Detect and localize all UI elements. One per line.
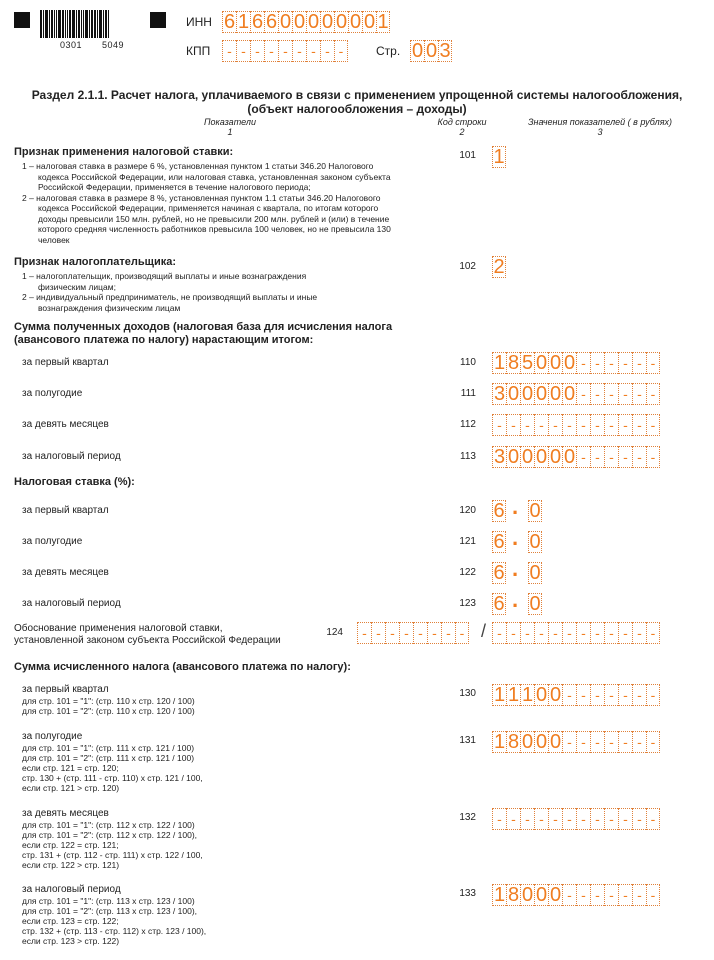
tax-amount-digit-cell: 0	[521, 731, 534, 753]
line-code-121: 121	[459, 536, 476, 547]
tax-rate-fraction-field[interactable]	[528, 500, 542, 522]
corner-marker-left	[14, 12, 30, 28]
income-row-label: за девять месяцев	[22, 419, 109, 430]
income-digit-cell: 0	[563, 383, 576, 405]
line-code-130: 130	[459, 688, 476, 699]
column-header-code	[432, 117, 492, 137]
kpp-digit-cell: -	[250, 40, 264, 62]
tax-amount-digit-cell: -	[576, 684, 590, 706]
tax-rate-integer-field[interactable]	[492, 531, 506, 553]
tax-amount-digit-cell: -	[618, 808, 632, 830]
tax-amount-digit-cell: -	[590, 808, 604, 830]
tax-amount-digit-cell: -	[632, 731, 646, 753]
income-digit-cell: -	[632, 414, 646, 436]
tax-amount-digit-cell: -	[632, 884, 646, 906]
inn-digit-cell: 0	[293, 11, 306, 33]
tax-amount-digit-cell: -	[506, 808, 520, 830]
inn-digit-cell: 0	[349, 11, 362, 33]
tax-amount-digit-cell: -	[562, 731, 576, 753]
rate-justification-line2: установленной законом субъекта Российской Федерации	[14, 635, 281, 646]
tax-row-formula-line: если стр. 121 = стр. 120;	[22, 763, 119, 773]
income-digit-cell: -	[590, 352, 604, 374]
tax-row-formula-line: если стр. 123 > стр. 122)	[22, 936, 120, 946]
tax-amount-field-132[interactable]	[492, 808, 660, 830]
line-code-120: 120	[459, 505, 476, 516]
justification-right-digit-cell: -	[548, 622, 562, 644]
tax-amount-digit-cell: -	[590, 731, 604, 753]
income-digit-cell: -	[632, 383, 646, 405]
tax-row-formula-line: если стр. 121 > стр. 120)	[22, 783, 120, 793]
tax-amount-digit-cell: -	[576, 884, 590, 906]
tax-rate-row-label: за девять месяцев	[22, 567, 109, 578]
income-digit-cell: 0	[535, 383, 548, 405]
income-digit-cell: -	[604, 383, 618, 405]
justification-right-digit-cell: -	[562, 622, 576, 644]
tax-amount-digit-cell: -	[604, 731, 618, 753]
page-digit-cell: 3	[439, 40, 451, 62]
decimal-point: .	[512, 587, 519, 612]
income-digit-cell: 0	[563, 446, 576, 468]
income-digit-cell: -	[632, 352, 646, 374]
tax-row-formula-line: для стр. 101 = "2": (стр. 110 х стр. 120 / 100)	[22, 706, 195, 716]
rate-sign-option-2-line5: человек	[38, 234, 70, 245]
tax-amount-digit-cell: -	[632, 684, 646, 706]
justification-left-digit-cell: -	[427, 622, 441, 644]
tax-row-label: за полугодие	[22, 731, 83, 742]
tax-amount-digit-cell: 1	[493, 884, 506, 906]
barcode-number-left: 0301	[60, 40, 83, 50]
tax-amount-digit-cell: -	[590, 684, 604, 706]
column-header-values-label: Значения показателей ( в рублях)	[527, 117, 673, 127]
justification-left-digit-cell: -	[385, 622, 399, 644]
rate-sign-option-2-line4: которого средняя численность работников превысила 100 человек, но не превысила 130	[38, 224, 391, 234]
justification-right-digit-cell: -	[604, 622, 618, 644]
justification-right-digit-cell: -	[632, 622, 646, 644]
rate-sign-options	[22, 161, 442, 245]
income-digit-cell: -	[646, 414, 660, 436]
tax-rate-integer-field[interactable]	[492, 593, 506, 615]
tax-rate-row-label: за полугодие	[22, 536, 83, 547]
income-digit-cell: -	[562, 414, 576, 436]
income-digit-cell: -	[492, 414, 506, 436]
tax-row-formula-line: для стр. 101 = "1": (стр. 113 х стр. 123 / 100)	[22, 896, 195, 906]
justification-right-digit-cell: -	[646, 622, 660, 644]
tax-amount-title: Сумма исчисленного налога (авансового платежа по налогу):	[14, 661, 351, 673]
decimal-point: .	[512, 556, 519, 581]
income-digit-cell: 3	[493, 446, 506, 468]
tax-amount-digit-cell: -	[520, 808, 534, 830]
income-digit-cell: 0	[549, 446, 562, 468]
tax-amount-digit-cell: 0	[549, 731, 562, 753]
tax-row-label: за девять месяцев	[22, 808, 109, 819]
income-digit-cell: -	[604, 446, 618, 468]
justification-left-digit-cell: -	[371, 622, 385, 644]
tax-rate-integer-digit: 6	[493, 593, 505, 615]
tax-amount-digit-cell: -	[632, 808, 646, 830]
kpp-digit-cell: -	[306, 40, 320, 62]
payer-sign-title: Признак налогоплательщика:	[14, 256, 176, 268]
line-code-131: 131	[459, 735, 476, 746]
tax-amount-digit-cell: 0	[549, 684, 562, 706]
income-digit-cell: -	[506, 414, 520, 436]
corner-marker-right	[150, 12, 166, 28]
income-digit-cell: -	[576, 414, 590, 436]
column-header-indicators-number: 1	[227, 127, 233, 137]
tax-row-description	[22, 731, 422, 793]
income-row-label: за полугодие	[22, 388, 83, 399]
income-field-112[interactable]	[492, 414, 660, 436]
income-digit-cell: -	[618, 383, 632, 405]
barcode	[40, 10, 110, 38]
inn-digit-cell: 0	[279, 11, 292, 33]
justification-right-digit-cell: -	[520, 622, 534, 644]
justification-right-digit-cell: -	[534, 622, 548, 644]
income-digit-cell: -	[520, 414, 534, 436]
tax-amount-digit-cell: 0	[535, 731, 548, 753]
rate-justification-field-left[interactable]	[357, 622, 469, 644]
income-digit-cell: 0	[507, 446, 520, 468]
tax-row-formula-line: если стр. 122 = стр. 121;	[22, 840, 119, 850]
decimal-point: .	[512, 494, 519, 519]
justification-right-digit-cell: -	[576, 622, 590, 644]
tax-amount-digit-cell: -	[548, 808, 562, 830]
inn-digit-cell: 6	[223, 11, 236, 33]
rate-justification-line1: Обоснование применения налоговой ставки,	[14, 623, 223, 634]
income-digit-cell: -	[590, 414, 604, 436]
inn-digit-cell: 0	[307, 11, 320, 33]
income-digit-cell: -	[534, 414, 548, 436]
income-digit-cell: -	[646, 352, 660, 374]
section-title-line1: Раздел 2.1.1. Расчет налога, уплачиваемого в связи с применением упрощенной системы налогообложения,	[31, 88, 683, 102]
tax-amount-digit-cell: 1	[493, 731, 506, 753]
justification-left-digit-cell: -	[399, 622, 413, 644]
line-code-113: 113	[460, 451, 476, 462]
tax-amount-digit-cell: -	[534, 808, 548, 830]
page-label: Стр.	[376, 44, 401, 58]
barcode-number-right: 5049	[102, 40, 125, 50]
income-row-label: за первый квартал	[22, 357, 109, 368]
tax-amount-digit-cell: -	[646, 684, 660, 706]
page-digit-cell: 0	[425, 40, 438, 62]
tax-amount-digit-cell: 8	[507, 731, 520, 753]
payer-sign-digit: 2	[493, 256, 505, 278]
income-digit-cell: -	[604, 352, 618, 374]
page-number-field[interactable]	[410, 40, 452, 62]
section-title	[0, 88, 714, 116]
line-code-101: 101	[459, 150, 476, 161]
tax-row-formula-line: стр. 130 + (стр. 111 - стр. 110) х стр. 121 / 100,	[22, 773, 203, 783]
payer-sign-option-1-line2: физическим лицам;	[38, 281, 116, 292]
column-header-code-number: 2	[459, 127, 465, 137]
line-code-123: 123	[459, 598, 476, 609]
justification-separator: /	[481, 621, 487, 641]
tax-rate-row-label: за налоговый период	[22, 598, 121, 609]
tax-amount-digit-cell: -	[576, 731, 590, 753]
rate-justification-field-right[interactable]	[492, 622, 660, 644]
column-header-indicators-label: Показатели	[204, 117, 256, 127]
justification-left-digit-cell: -	[455, 622, 469, 644]
payer-sign-option-1: 1 – налогоплательщик, производящий выплаты и иные вознаграждения	[22, 271, 307, 281]
tax-row-label: за первый квартал	[22, 684, 109, 695]
tax-rate-fraction-field[interactable]	[528, 531, 542, 553]
payer-sign-field[interactable]	[492, 256, 506, 278]
income-digit-cell: -	[646, 446, 660, 468]
income-title	[14, 321, 392, 347]
tax-row-formula-line: для стр. 101 = "1": (стр. 110 х стр. 120 / 100)	[22, 696, 195, 706]
tax-row-formula-line: для стр. 101 = "2": (стр. 112 х стр. 122 / 100),	[22, 830, 198, 840]
line-code-112: 112	[460, 419, 476, 430]
income-digit-cell: 0	[521, 446, 534, 468]
tax-row-formula-line: для стр. 101 = "2": (стр. 111 х стр. 121 / 100)	[22, 753, 195, 763]
income-digit-cell: -	[646, 383, 660, 405]
tax-row-description	[22, 684, 422, 716]
rate-justification-label	[14, 623, 281, 647]
tax-amount-digit-cell: 0	[535, 884, 548, 906]
justification-left-digit-cell: -	[413, 622, 427, 644]
inn-digit-cell: 0	[363, 11, 376, 33]
section-title-line2: (объект налогообложения – доходы)	[247, 102, 467, 116]
column-header-code-label: Код строки	[437, 117, 487, 127]
tax-rate-title: Налоговая ставка (%):	[14, 476, 135, 488]
tax-row-formula-line: если стр. 122 > стр. 121)	[22, 860, 120, 870]
tax-amount-digit-cell: 0	[535, 684, 548, 706]
rate-sign-option-2-line2: кодекса Российской Федерации, применяется начиная с квартала, по итогам которого	[38, 203, 379, 213]
income-digit-cell: -	[576, 446, 590, 468]
income-title-line2: (авансового платежа по налогу) нарастающим итогом:	[14, 334, 314, 346]
income-digit-cell: -	[618, 446, 632, 468]
income-digit-cell: -	[618, 352, 632, 374]
tax-rate-integer-digit: 6	[493, 531, 505, 553]
income-digit-cell: -	[590, 383, 604, 405]
tax-amount-digit-cell: -	[562, 808, 576, 830]
rate-sign-option-2-line3: доходы превысили 150 млн. рублей, но не превысили 200 млн. рублей и (или) в течение	[38, 213, 390, 224]
tax-amount-digit-cell: -	[562, 684, 576, 706]
tax-amount-digit-cell: -	[646, 884, 660, 906]
rate-sign-field[interactable]	[492, 146, 506, 168]
tax-amount-digit-cell: -	[604, 684, 618, 706]
tax-amount-digit-cell: 1	[507, 684, 520, 706]
income-digit-cell: 0	[549, 352, 562, 374]
line-code-132: 132	[459, 812, 476, 823]
decimal-point: .	[512, 525, 519, 550]
line-code-102: 102	[459, 261, 476, 272]
tax-rate-fraction-digit: 0	[529, 562, 541, 584]
tax-rate-fraction-digit: 0	[529, 593, 541, 615]
rate-sign-option-2: 2 – налоговая ставка в размере 8 %, установленная пунктом 1.1 статьи 346.20 Налогового	[22, 192, 381, 203]
income-row-label: за налоговый период	[22, 451, 121, 462]
justification-right-digit-cell: -	[506, 622, 520, 644]
kpp-digit-cell: -	[222, 40, 236, 62]
income-digit-cell: 3	[493, 383, 506, 405]
inn-digit-cell: 0	[335, 11, 348, 33]
income-field-111[interactable]	[492, 383, 660, 405]
income-digit-cell: -	[576, 383, 590, 405]
line-code-124: 124	[326, 627, 343, 638]
tax-rate-fraction-field[interactable]	[528, 562, 542, 584]
tax-rate-integer-digit: 6	[493, 500, 505, 522]
income-digit-cell: -	[576, 352, 590, 374]
income-field-110[interactable]	[492, 352, 660, 374]
justification-left-digit-cell: -	[441, 622, 455, 644]
column-header-values	[510, 117, 690, 137]
income-digit-cell: 8	[507, 352, 520, 374]
income-digit-cell: -	[548, 414, 562, 436]
justification-right-digit-cell: -	[618, 622, 632, 644]
tax-amount-digit-cell: -	[646, 731, 660, 753]
tax-amount-digit-cell: -	[604, 808, 618, 830]
tax-amount-digit-cell: -	[604, 884, 618, 906]
tax-rate-row-label: за первый квартал	[22, 505, 109, 516]
inn-field[interactable]	[222, 11, 390, 33]
tax-amount-digit-cell: 8	[507, 884, 520, 906]
income-digit-cell: 0	[563, 352, 576, 374]
column-header-indicators	[150, 117, 310, 137]
payer-sign-option-2: 2 – индивидуальный предприниматель, не производящий выплаты и иные	[22, 292, 318, 302]
tax-amount-digit-cell: 1	[521, 684, 534, 706]
tax-row-description	[22, 884, 422, 946]
tax-row-description	[22, 808, 422, 870]
tax-rate-integer-field[interactable]	[492, 562, 506, 584]
income-title-line1: Сумма полученных доходов (налоговая база для исчисления налога	[14, 321, 393, 333]
tax-amount-digit-cell: 0	[521, 884, 534, 906]
line-code-133: 133	[459, 888, 476, 899]
line-code-110: 110	[460, 357, 476, 368]
kpp-digit-cell: -	[278, 40, 292, 62]
inn-digit-cell: 1	[237, 11, 250, 33]
rate-sign-option-1-line2: кодекса Российской Федерации, или налоговая ставка, установленная законом субъекта	[38, 171, 391, 182]
tax-amount-digit-cell: -	[646, 808, 660, 830]
income-digit-cell: -	[618, 414, 632, 436]
tax-amount-digit-cell: -	[562, 884, 576, 906]
tax-rate-fraction-digit: 0	[529, 500, 541, 522]
tax-row-formula-line: если стр. 123 = стр. 122;	[22, 916, 119, 926]
income-digit-cell: 0	[535, 446, 548, 468]
tax-row-formula-line: стр. 131 + (стр. 112 - стр. 111) х стр. 122 / 100,	[22, 850, 203, 860]
income-digit-cell: 0	[535, 352, 548, 374]
tax-row-formula-line: для стр. 101 = "1": (стр. 112 х стр. 122 / 100)	[22, 820, 195, 830]
payer-sign-options	[22, 271, 442, 313]
rate-sign-digit: 1	[493, 146, 505, 168]
tax-rate-fraction-field[interactable]	[528, 593, 542, 615]
income-digit-cell: 0	[507, 383, 520, 405]
tax-rate-fraction-digit: 0	[529, 531, 541, 553]
tax-row-formula-line: для стр. 101 = "2": (стр. 113 х стр. 123 / 100),	[22, 906, 198, 916]
tax-row-formula-line: для стр. 101 = "1": (стр. 111 х стр. 121 / 100)	[22, 743, 195, 753]
tax-amount-digit-cell: 1	[493, 684, 506, 706]
justification-left-digit-cell: -	[357, 622, 371, 644]
rate-sign-option-1-line3: Российской Федерации, применяется в течение налогового периода;	[38, 182, 311, 192]
inn-digit-cell: 6	[265, 11, 278, 33]
income-digit-cell: -	[604, 414, 618, 436]
page-digit-cell: 0	[411, 40, 424, 62]
income-digit-cell: 0	[521, 383, 534, 405]
kpp-field[interactable]	[222, 40, 348, 62]
income-digit-cell: -	[590, 446, 604, 468]
inn-digit-cell: 6	[251, 11, 264, 33]
tax-rate-integer-field[interactable]	[492, 500, 506, 522]
income-digit-cell: -	[632, 446, 646, 468]
tax-amount-digit-cell: -	[492, 808, 506, 830]
justification-right-digit-cell: -	[590, 622, 604, 644]
kpp-digit-cell: -	[236, 40, 250, 62]
line-code-111: 111	[460, 388, 476, 399]
rate-sign-option-1: 1 – налоговая ставка в размере 6 %, установленная пунктом 1 статьи 346.20 Налогового	[22, 161, 374, 171]
tax-rate-integer-digit: 6	[493, 562, 505, 584]
income-digit-cell: 1	[493, 352, 506, 374]
tax-amount-digit-cell: -	[618, 731, 632, 753]
payer-sign-option-2-line2: вознаграждения физическим лицам	[38, 302, 181, 313]
kpp-digit-cell: -	[292, 40, 306, 62]
kpp-digit-cell: -	[320, 40, 334, 62]
tax-row-label: за налоговый период	[22, 884, 121, 895]
income-field-113[interactable]	[492, 446, 660, 468]
inn-digit-cell: 1	[377, 11, 389, 33]
income-digit-cell: 0	[549, 383, 562, 405]
tax-amount-digit-cell: 0	[549, 884, 562, 906]
inn-digit-cell: 0	[321, 11, 334, 33]
tax-amount-digit-cell: -	[576, 808, 590, 830]
income-digit-cell: 5	[521, 352, 534, 374]
rate-sign-title: Признак применения налоговой ставки:	[14, 146, 234, 158]
kpp-digit-cell: -	[334, 40, 348, 62]
tax-amount-field-133[interactable]	[492, 884, 660, 906]
column-header-values-number: 3	[597, 127, 603, 137]
tax-amount-digit-cell: -	[618, 684, 632, 706]
tax-amount-field-130[interactable]	[492, 684, 660, 706]
tax-row-formula-line: стр. 132 + (стр. 113 - стр. 112) х стр. 123 / 100),	[22, 926, 207, 936]
line-code-122: 122	[459, 567, 476, 578]
kpp-label: КПП	[186, 44, 211, 58]
inn-label: ИНН	[186, 15, 212, 29]
kpp-digit-cell: -	[264, 40, 278, 62]
tax-amount-field-131[interactable]	[492, 731, 660, 753]
tax-amount-digit-cell: -	[590, 884, 604, 906]
tax-amount-digit-cell: -	[618, 884, 632, 906]
justification-right-digit-cell: -	[492, 622, 506, 644]
